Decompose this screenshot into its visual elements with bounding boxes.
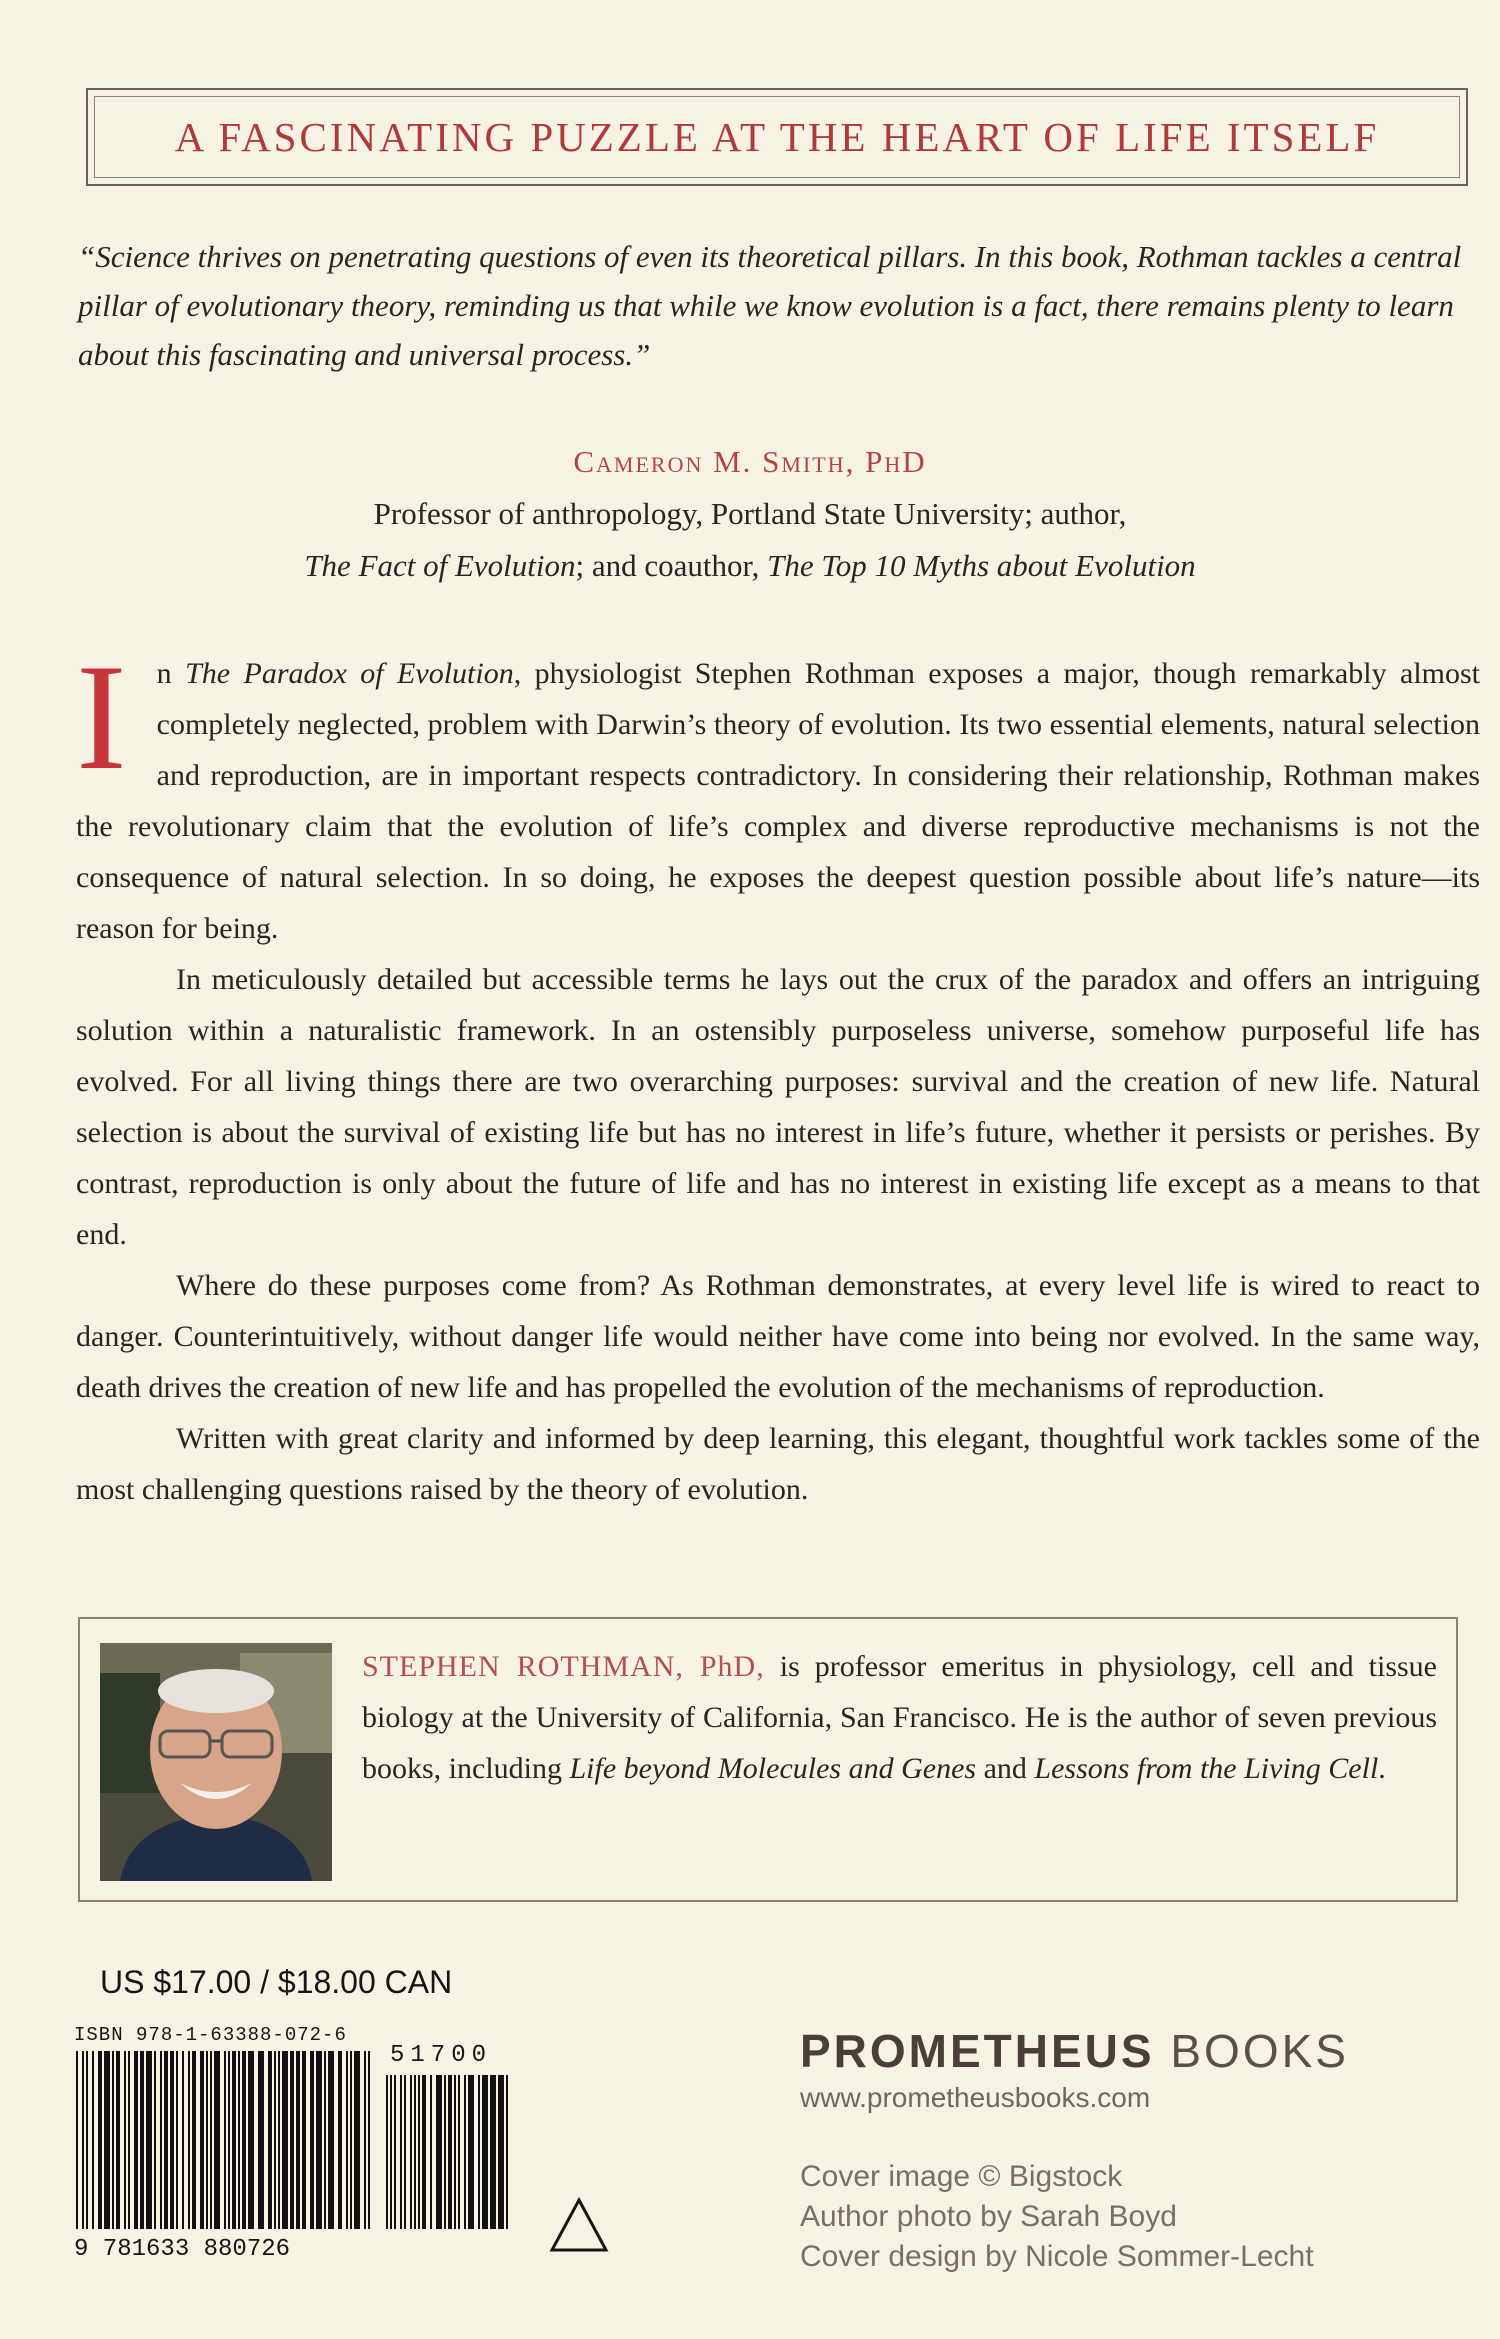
barcode-bar [170, 2051, 174, 2229]
barcode-bar [232, 2051, 236, 2229]
endorser-works [0, 548, 1500, 584]
barcode-bar [160, 2051, 162, 2229]
barcode-bar [364, 2051, 366, 2229]
barcode-bar [338, 2051, 342, 2229]
description-paragraph-1 [76, 633, 1481, 954]
barcode-bar [98, 2051, 102, 2229]
barcode-bar [224, 2051, 226, 2229]
book-description [76, 633, 1481, 1515]
barcode-bar [410, 2075, 412, 2229]
barcode-bar [290, 2051, 294, 2229]
isbn-label: ISBN 978-1-63388-072-6 [74, 2024, 347, 2046]
barcode-bar [390, 2075, 392, 2229]
barcode-bar [200, 2051, 204, 2229]
barcode-bar [430, 2075, 432, 2229]
bio-book-1: Life beyond Molecules and Genes [569, 1752, 977, 1785]
p1-rest: , physiologist Stephen Rothman exposes a major, though remarkably almost completely neglected, problem with Darwin’s theory of evolution. Its two essential elements, natural selection and reproduction, are in important respects contradictory. In considering their relationship, Rothman makes the revolutionary claim that the evolution of life’s complex and diverse reproductive mechanisms is not the consequence of natural selection. In so doing, he exposes the deepest question possible about life’s nature—its reason for being. [76, 657, 1481, 945]
author-name: STEPHEN ROTHMAN, PhD, [362, 1650, 765, 1683]
barcode-bar [328, 2051, 334, 2229]
barcode-bar [418, 2075, 420, 2229]
barcode-bar [248, 2051, 254, 2229]
author-bio-text [362, 1641, 1437, 1794]
endorser-affiliation: Professor of anthropology, Portland State University; author, [373, 496, 1127, 531]
barcode-bar [436, 2075, 442, 2229]
barcode-bar [324, 2051, 326, 2229]
barcode-bar [422, 2075, 426, 2229]
barcode-bar [414, 2075, 416, 2229]
barcode-bar [76, 2051, 78, 2229]
barcode-bar [128, 2051, 130, 2229]
barcode-bar [188, 2051, 190, 2229]
barcode-bar [238, 2051, 240, 2229]
credit-cover-image: Cover image © Bigstock [800, 2160, 1123, 2193]
barcode-bar [444, 2075, 446, 2229]
publisher-name-bold: PROMETHEUS [800, 2025, 1155, 2077]
barcode-bar [82, 2051, 84, 2229]
barcode-bar [134, 2051, 138, 2229]
description-paragraph-4: Written with great clarity and informed by deep learning, this elegant, thoughtful work tackles some of the most challenging questions raised by the theory of evolution. [76, 1422, 1480, 1506]
barcode-bar [490, 2075, 496, 2229]
barcode-bar [468, 2075, 474, 2229]
endorser-works-mid: ; and coauthor, [575, 548, 768, 583]
barcode-bar [140, 2051, 144, 2229]
barcode-bar [258, 2051, 264, 2229]
barcode-bar [404, 2075, 406, 2229]
barcode-bar [400, 2075, 402, 2229]
barcode-bar [242, 2051, 246, 2229]
p1-pre: n [156, 657, 186, 690]
barcode-bar [176, 2051, 178, 2229]
barcode-bar [350, 2051, 352, 2229]
barcode-bar [206, 2051, 208, 2229]
barcode-bar [386, 2075, 388, 2229]
barcode-digits: 9 781633 880726 [74, 2236, 291, 2263]
price-label: US $17.00 / $18.00 CAN [100, 1964, 453, 2000]
barcode-bar [506, 2075, 508, 2229]
recycle-triangle-icon [548, 2196, 610, 2254]
barcode-bar [146, 2051, 152, 2229]
barcode-bar [116, 2051, 120, 2229]
barcode-bar [228, 2051, 230, 2229]
publisher-logo [800, 2024, 1349, 2078]
bio-part-c: . [1378, 1752, 1386, 1785]
barcode-bar [454, 2075, 456, 2229]
barcode-bar [210, 2051, 212, 2229]
bio-book-2: Lessons from the Living Cell [1034, 1752, 1379, 1785]
barcode-bar [124, 2051, 126, 2229]
credit-author-photo: Author photo by Sarah Boyd [800, 2200, 1177, 2233]
barcode-bar [354, 2051, 360, 2229]
barcode-bar [464, 2075, 466, 2229]
barcode-bar [394, 2075, 396, 2229]
publisher-name-light: BOOKS [1170, 2025, 1349, 2077]
barcode-bar [214, 2051, 220, 2229]
barcode-bar [268, 2051, 272, 2229]
drop-cap: I [76, 633, 127, 801]
barcode-bar [316, 2051, 322, 2229]
barcode-bar [302, 2051, 306, 2229]
endorser-book-1: The Fact of Evolution [304, 548, 576, 583]
barcode-bar [448, 2075, 452, 2229]
barcode-bar [310, 2051, 314, 2229]
barcode-bar [104, 2051, 110, 2229]
barcode-bar [86, 2051, 88, 2229]
barcode-bar [482, 2075, 488, 2229]
barcode-bar [478, 2075, 480, 2229]
barcode-bar [112, 2051, 114, 2229]
endorser-name: Cameron M. Smith, PhD [573, 444, 927, 479]
barcode-bar [368, 2051, 370, 2229]
headline-banner [86, 88, 1468, 186]
barcode-bar [154, 2051, 156, 2229]
endorsement-quote: “Science thrives on penetrating questions of even its theoretical pillars. In this book, Rothman tackles a central pillar of evolutionary theory, reminding us that while we know evolution is a fact, there remains plenty to learn about this fascinating and universal process.” [78, 239, 1462, 372]
barcode-bar [192, 2051, 196, 2229]
barcode-bar [282, 2051, 288, 2229]
author-photo [100, 1643, 332, 1881]
credit-cover-design: Cover design by Nicole Sommer-Lecht [800, 2240, 1314, 2273]
headline-text: A FASCINATING PUZZLE AT THE HEART OF LIFE ITSELF [174, 114, 1380, 160]
addon-digits: 51700 [390, 2042, 493, 2069]
barcode-bar [182, 2051, 184, 2229]
publisher-url: www.prometheusbooks.com [800, 2082, 1151, 2113]
author-portrait-image [100, 1643, 332, 1881]
author-bio-box [78, 1617, 1458, 1902]
barcode-bar [498, 2075, 504, 2229]
bio-part-a: is professor emeritus in physiology, cell and tissue biology at the University of California, San Francisco. He is the author of seven previous books, including [362, 1650, 1437, 1785]
endorser-book-2: The Top 10 Myths about Evolution [767, 548, 1196, 583]
description-paragraph-3: Where do these purposes come from? As Rothman demonstrates, at every level life is wired to react to danger. Counterintuitively, without danger life would neither have come into being nor evolved. In the same way, death drives the creation of new life and has propelled the evolution of the mechanisms of reproduction. [76, 1269, 1480, 1404]
barcode-bar [278, 2051, 280, 2229]
barcode-bar [164, 2051, 168, 2229]
barcode-bar [458, 2075, 460, 2229]
book-title: The Paradox of Evolution [185, 657, 514, 690]
barcode-bar [274, 2051, 276, 2229]
barcode-bar [92, 2051, 94, 2229]
barcode-image [70, 2045, 530, 2235]
barcode-bar [346, 2051, 348, 2229]
description-paragraph-2: In meticulously detailed but accessible terms he lays out the crux of the paradox and offers an intriguing solution within a naturalistic framework. In an ostensibly purposeless universe, somehow purposeful life has evolved. For all living things there are two overarching purposes: survival and the creation of new life. Natural selection is about the survival of existing life but has no interest in life’s future, whether it persists or perishes. By contrast, reproduction is only about the future of life and has no interest in existing life except as a means to that end. [76, 963, 1480, 1251]
barcode-bar [296, 2051, 300, 2229]
bio-part-b: and [976, 1752, 1035, 1785]
